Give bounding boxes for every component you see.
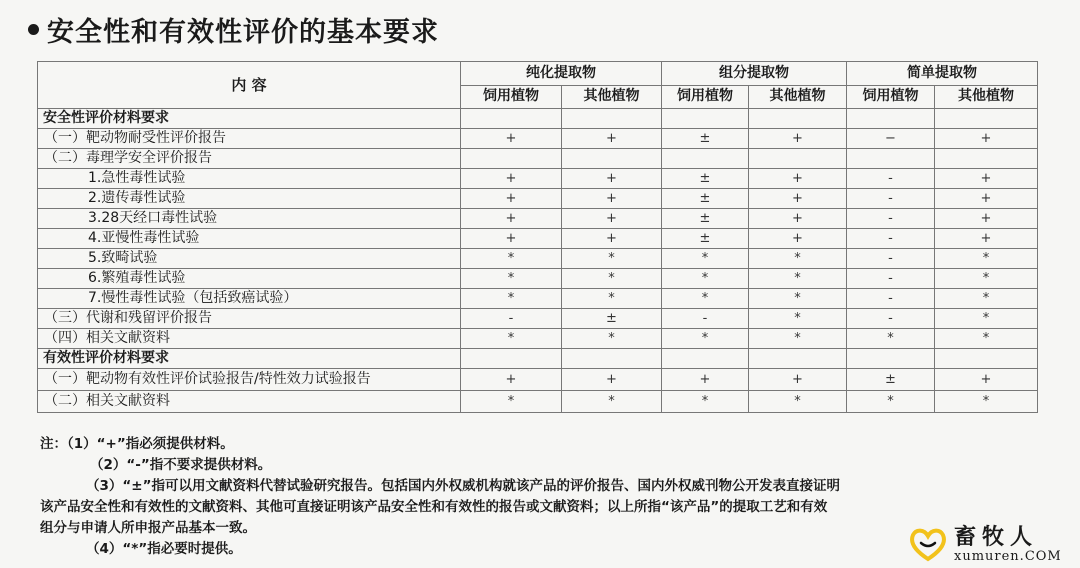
- table-row: [38, 209, 1038, 229]
- requirements-table: [37, 61, 1038, 413]
- table-row: [38, 249, 1038, 269]
- requirement-cell: +: [461, 129, 562, 149]
- note-3-line-3: 组分与申请人所申报产品基本一致。: [40, 520, 256, 536]
- requirement-cell: [749, 149, 847, 169]
- table-row: [38, 329, 1038, 349]
- row-label: 1.急性毒性试验: [38, 169, 461, 189]
- requirement-cell: [461, 149, 562, 169]
- requirement-cell: *: [461, 269, 562, 289]
- requirement-cell: +: [461, 209, 562, 229]
- requirement-cell: +: [749, 209, 847, 229]
- requirement-cell: *: [461, 391, 562, 413]
- requirement-cell: ±: [662, 189, 749, 209]
- requirement-cell: -: [847, 269, 935, 289]
- requirement-cell: -: [662, 309, 749, 329]
- requirement-cell: ±: [662, 209, 749, 229]
- requirement-cell: -: [847, 209, 935, 229]
- requirement-cell: *: [847, 329, 935, 349]
- requirement-cell: +: [935, 169, 1038, 189]
- row-label: （一）靶动物耐受性评价报告: [38, 129, 461, 149]
- brand-logo: [908, 521, 1078, 567]
- requirement-cell: +: [749, 189, 847, 209]
- requirement-cell: +: [562, 129, 662, 149]
- section-heading: 有效性评价材料要求: [38, 349, 461, 369]
- requirement-cell: *: [562, 391, 662, 413]
- requirement-cell: +: [935, 189, 1038, 209]
- table-row: [38, 189, 1038, 209]
- row-label: （二）毒理学安全评价报告: [38, 149, 461, 169]
- requirement-cell: [847, 349, 935, 369]
- row-label: 7.慢性毒性试验（包括致癌试验）: [38, 289, 461, 309]
- requirement-cell: +: [562, 369, 662, 391]
- bullet-icon: [28, 24, 39, 35]
- table-row: [38, 369, 1038, 391]
- requirement-cell: +: [562, 189, 662, 209]
- requirement-cell: +: [461, 189, 562, 209]
- row-label: （四）相关文献资料: [38, 329, 461, 349]
- requirement-cell: *: [662, 391, 749, 413]
- note-2: （2）“-”指不要求提供材料。: [90, 457, 272, 473]
- requirement-cell: *: [749, 269, 847, 289]
- page-title-text: 安全性和有效性评价的基本要求: [47, 17, 439, 48]
- requirement-cell: *: [749, 309, 847, 329]
- requirement-cell: +: [935, 209, 1038, 229]
- requirement-cell: [662, 349, 749, 369]
- row-label: （二）相关文献资料: [38, 391, 461, 413]
- requirement-cell: +: [461, 369, 562, 391]
- requirement-cell: *: [749, 329, 847, 349]
- table-row: [38, 391, 1038, 413]
- requirement-cell: [847, 149, 935, 169]
- subheader-cell: 其他植物: [935, 85, 1038, 109]
- requirement-cell: -: [847, 229, 935, 249]
- table-row: [38, 269, 1038, 289]
- requirement-cell: *: [662, 289, 749, 309]
- note-3-line-1: （3）“±”指可以用文献资料代替试验研究报告。包括国内外权威机构就该产品的评价报告、国内外权威刊物公开发表直接证明: [86, 478, 840, 494]
- requirement-cell: *: [935, 249, 1038, 269]
- table-row: [38, 129, 1038, 149]
- requirement-cell: [562, 109, 662, 129]
- requirement-cell: *: [662, 329, 749, 349]
- requirement-cell: +: [935, 369, 1038, 391]
- header-group-simple: 简单提取物: [847, 62, 1038, 86]
- requirement-cell: *: [461, 249, 562, 269]
- requirement-cell: *: [562, 249, 662, 269]
- section-heading: 安全性评价材料要求: [38, 109, 461, 129]
- table-row: [38, 149, 1038, 169]
- requirement-cell: +: [461, 229, 562, 249]
- requirement-cell: +: [935, 229, 1038, 249]
- subheader-cell: 其他植物: [562, 85, 662, 109]
- requirement-cell: [749, 109, 847, 129]
- note-4: （4）“*”指必要时提供。: [86, 541, 242, 557]
- requirement-cell: *: [847, 391, 935, 413]
- requirement-cell: +: [562, 209, 662, 229]
- table-row: [38, 349, 1038, 369]
- subheader-cell: 其他植物: [749, 85, 847, 109]
- requirement-cell: [935, 109, 1038, 129]
- requirement-cell: +: [749, 229, 847, 249]
- requirement-cell: -: [847, 249, 935, 269]
- row-label: 5.致畸试验: [38, 249, 461, 269]
- requirement-cell: *: [461, 329, 562, 349]
- requirement-cell: [461, 349, 562, 369]
- requirement-cell: *: [749, 289, 847, 309]
- requirement-cell: [562, 149, 662, 169]
- row-label: 3.28天经口毒性试验: [38, 209, 461, 229]
- note-3-line-2: 该产品安全性和有效性的文献资料、其他可直接证明该产品安全性和有效性的报告或文献资料；以上所指“该产品”的提取工艺和有效: [40, 499, 828, 515]
- requirement-cell: -: [847, 189, 935, 209]
- requirement-cell: +: [935, 129, 1038, 149]
- requirement-cell: *: [935, 309, 1038, 329]
- row-label: （一）靶动物有效性评价试验报告/特性效力试验报告: [38, 369, 461, 391]
- requirement-cell: ±: [562, 309, 662, 329]
- requirement-cell: *: [935, 289, 1038, 309]
- subheader-cell: 饲用植物: [662, 85, 749, 109]
- requirement-cell: *: [562, 289, 662, 309]
- requirement-cell: *: [562, 329, 662, 349]
- requirement-cell: [662, 109, 749, 129]
- note-1: 注：（1）“+”指必须提供材料。: [40, 436, 234, 452]
- requirement-cell: *: [562, 269, 662, 289]
- requirement-cell: -: [847, 289, 935, 309]
- subheader-cell: 饲用植物: [461, 85, 562, 109]
- requirement-cell: ±: [847, 369, 935, 391]
- requirement-cell: ±: [662, 169, 749, 189]
- requirement-cell: ±: [662, 129, 749, 149]
- requirement-cell: [662, 149, 749, 169]
- table-row: [38, 109, 1038, 129]
- requirement-cell: *: [662, 269, 749, 289]
- header-content: 内 容: [38, 62, 461, 109]
- notes: [40, 434, 1040, 560]
- requirement-cell: +: [749, 169, 847, 189]
- row-label: 2.遗传毒性试验: [38, 189, 461, 209]
- subheader-cell: 饲用植物: [847, 85, 935, 109]
- requirement-cell: [562, 349, 662, 369]
- requirement-cell: *: [461, 289, 562, 309]
- requirement-cell: *: [935, 269, 1038, 289]
- table-row: [38, 289, 1038, 309]
- header-group-purified: 纯化提取物: [461, 62, 662, 86]
- requirement-cell: [461, 109, 562, 129]
- table-row: [38, 229, 1038, 249]
- requirement-cell: [935, 149, 1038, 169]
- requirement-cell: *: [935, 391, 1038, 413]
- requirement-cell: +: [562, 169, 662, 189]
- requirement-cell: *: [935, 329, 1038, 349]
- requirement-cell: *: [662, 249, 749, 269]
- requirement-cell: *: [749, 391, 847, 413]
- requirement-cell: +: [662, 369, 749, 391]
- heart-logo-icon: [908, 524, 948, 564]
- requirement-cell: -: [847, 169, 935, 189]
- requirement-cell: +: [461, 169, 562, 189]
- row-label: 4.亚慢性毒性试验: [38, 229, 461, 249]
- logo-cn-text: 畜牧人: [954, 524, 1039, 550]
- requirement-cell: −: [847, 129, 935, 149]
- requirement-cell: *: [749, 249, 847, 269]
- requirement-cell: [749, 349, 847, 369]
- row-label: 6.繁殖毒性试验: [38, 269, 461, 289]
- row-label: （三）代谢和残留评价报告: [38, 309, 461, 329]
- page-title: [28, 10, 439, 49]
- requirement-cell: +: [562, 229, 662, 249]
- requirement-cell: +: [749, 129, 847, 149]
- requirement-cell: [847, 109, 935, 129]
- header-group-component: 组分提取物: [662, 62, 847, 86]
- logo-en-text: xumuren.COM: [954, 549, 1062, 564]
- requirement-cell: -: [847, 309, 935, 329]
- requirement-cell: +: [749, 369, 847, 391]
- requirement-cell: -: [461, 309, 562, 329]
- table-row: [38, 169, 1038, 189]
- requirement-cell: [935, 349, 1038, 369]
- requirement-cell: ±: [662, 229, 749, 249]
- table-row: [38, 309, 1038, 329]
